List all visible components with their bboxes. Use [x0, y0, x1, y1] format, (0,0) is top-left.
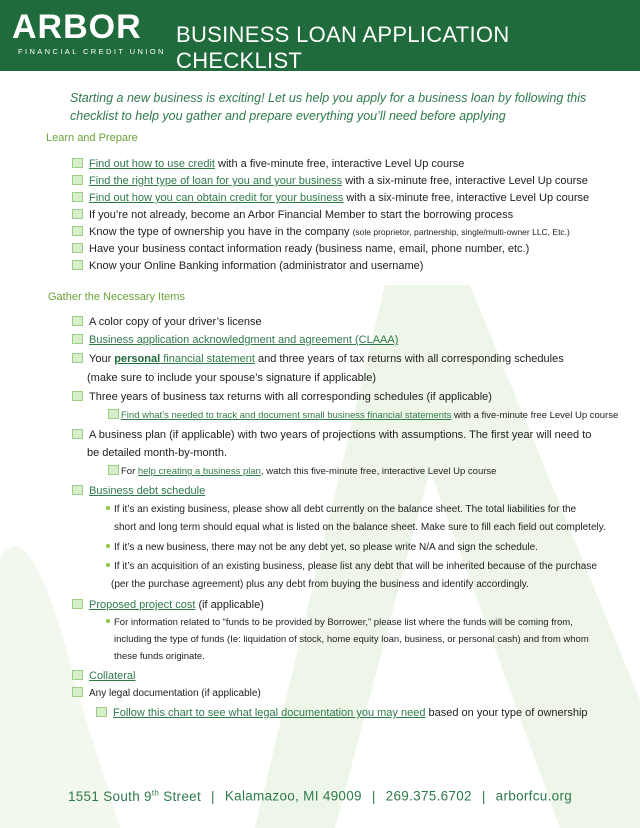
footer-website[interactable]: arborfcu.org [495, 788, 573, 804]
bullet-icon [106, 506, 110, 510]
checkbox[interactable] [72, 670, 83, 680]
checklist-item: Know the type of ownership you have in the company (sole proprietor, partnership, single/multi-owner LLC, Etc.) [72, 225, 570, 239]
page-title: BUSINESS LOAN APPLICATION CHECKLIST [176, 22, 510, 73]
logo-subtitle: FINANCIAL CREDIT UNION [18, 47, 166, 56]
checklist-subitem: Follow this chart to see what legal documentation you may need based on your type of ownership [96, 706, 588, 720]
header-banner [0, 0, 640, 71]
checkbox[interactable] [72, 260, 83, 270]
checkbox[interactable] [72, 243, 83, 253]
footer-city: Kalamazoo, MI 49009 [224, 788, 362, 804]
checklist-item: If you’re not already, become an Arbor Financial Member to start the borrowing process [72, 208, 513, 222]
link-use-credit[interactable]: Find out how to use credit [89, 158, 215, 170]
bullet-icon [106, 619, 110, 623]
section-learn-heading: Learn and Prepare [46, 132, 138, 144]
checklist-item: Proposed project cost (if applicable) [72, 598, 264, 612]
bullet-item: If it’s an existing business, please show all debt currently on the balance sheet. The total liabilities for the [106, 503, 576, 517]
link-loan-type[interactable]: Find the right type of loan for you and your business [89, 175, 343, 187]
footer-phone[interactable]: 269.375.6702 [385, 788, 472, 804]
logo: ARBOR [12, 8, 142, 46]
footer-street: 1551 South 9th Street [67, 788, 202, 804]
checklist-item [72, 484, 205, 498]
bullet-item: For information related to “funds to be provided by Borrower,” please list where the funds will be coming from, [106, 616, 573, 630]
checkbox[interactable] [72, 391, 83, 401]
checkbox[interactable] [72, 687, 83, 697]
checkbox[interactable] [72, 353, 83, 363]
checklist-item: Find out how to use credit with a five-minute free, interactive Level Up course [72, 157, 464, 171]
checkbox[interactable] [72, 485, 83, 495]
checkbox[interactable] [72, 158, 83, 168]
link-personal[interactable]: personal [114, 353, 161, 365]
intro-text: Starting a new business is exciting! Let us help you apply for a business loan by following this checklist to help you gather and prepare everything you’ll need before applying [70, 91, 587, 123]
checklist-item: Your personal financial statement and three years of tax returns with all corresponding schedules [72, 352, 564, 366]
link-business-plan[interactable]: help creating a business plan [137, 466, 261, 477]
link-debt-schedule[interactable]: Business debt schedule [89, 485, 206, 497]
checklist-item: Find out how you can obtain credit for your business with a six-minute free, interactive Level Up course [72, 191, 589, 205]
checkbox[interactable] [96, 707, 107, 717]
checklist-item-continuation: (make sure to include your spouse’s signature if applicable) [87, 372, 377, 384]
checklist-item [72, 669, 135, 683]
section-gather-heading: Gather the Necessary Items [48, 291, 185, 303]
checklist-item: Know your Online Banking information (administrator and username) [72, 259, 423, 273]
footer-contact: 1551 South 9th Street | Kalamazoo, MI 49009 | 269.375.6702 | arborfcu.org [67, 788, 573, 804]
checkbox[interactable] [72, 316, 83, 326]
bullet-continuation: (per the purchase agreement) plus any debt from buying the business and identify accordingly. [111, 579, 529, 590]
checklist-item: A color copy of your driver’s license [72, 315, 262, 329]
checklist-item: Three years of business tax returns with all corresponding schedules (if applicable) [72, 390, 492, 404]
checklist-subitem: Find what’s needed to track and document small business financial statements with a five-minute free Level Up course [108, 409, 618, 423]
checkbox[interactable] [72, 175, 83, 185]
bullet-continuation: including the type of funds (Ie: liquidation of stock, home equity loan, business, or personal cash) and from whom [114, 634, 589, 645]
bullet-icon [106, 563, 110, 567]
bullet-item: If it’s a new business, there may not be any debt yet, so please write N/A and sign the schedule. [106, 541, 538, 555]
link-financial-statement[interactable]: financial statement [160, 353, 255, 365]
checklist-item: Find the right type of loan for you and your business with a six-minute free, interactive Level Up course [72, 174, 588, 188]
checkbox[interactable] [72, 226, 83, 236]
checkbox[interactable] [108, 465, 119, 475]
checklist-item: Any legal documentation (if applicable) [72, 687, 261, 701]
checkbox[interactable] [72, 599, 83, 609]
link-legal-chart[interactable]: Follow this chart to see what legal documentation you may need [113, 707, 426, 719]
link-obtain-credit[interactable]: Find out how you can obtain credit for your business [89, 192, 344, 204]
link-project-cost[interactable]: Proposed project cost [89, 599, 196, 611]
checklist-item-continuation: be detailed month-by-month. [87, 447, 228, 459]
checklist-subitem: For help creating a business plan, watch this five-minute free, interactive Level Up course [108, 465, 496, 479]
link-claaa[interactable]: Business application acknowledgment and agreement (CLAAA) [89, 334, 399, 346]
checkbox[interactable] [72, 429, 83, 439]
checkbox[interactable] [72, 192, 83, 202]
link-collateral[interactable]: Collateral [89, 670, 136, 682]
bullet-continuation: short and long term should equal what is listed on the balance sheet. Make sure to fill each field out completely. [114, 522, 606, 533]
checklist-item [72, 333, 398, 347]
bullet-continuation: these funds originate. [114, 651, 205, 662]
checkbox[interactable] [72, 334, 83, 344]
checkbox[interactable] [108, 409, 119, 419]
checkbox[interactable] [72, 209, 83, 219]
checklist-item: A business plan (if applicable) with two years of projections with assumptions. The first year will need to [72, 428, 591, 442]
link-track-financials[interactable]: Find what’s needed to track and document small business financial statements [121, 410, 452, 421]
checklist-item: Have your business contact information ready (business name, email, phone number, etc.) [72, 242, 529, 256]
bullet-item: If it’s an acquisition of an existing business, please list any debt that will be inherited because of the purchase [106, 560, 597, 574]
bullet-icon [106, 544, 110, 548]
